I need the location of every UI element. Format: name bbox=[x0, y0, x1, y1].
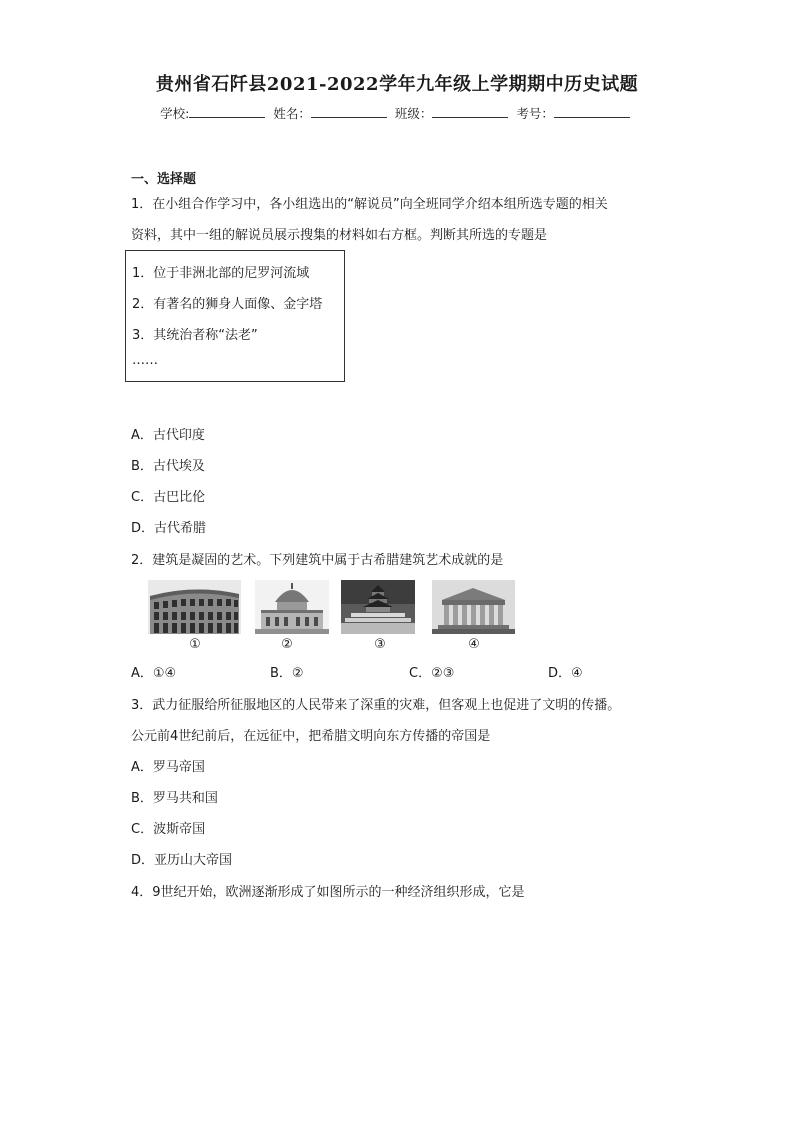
q4-stem: 4．9世纪开始，欧洲逐渐形成了如图所示的一种经济组织形成，它是 bbox=[131, 885, 525, 900]
exam-number-blank bbox=[554, 105, 630, 118]
q3-option-d[interactable]: D．亚历山大帝国 bbox=[131, 853, 233, 868]
school-label: 学校: bbox=[160, 106, 190, 121]
picture-number-3: ③ bbox=[374, 637, 386, 652]
q1-option-b[interactable]: B．古代埃及 bbox=[131, 459, 205, 474]
student-info-line bbox=[0, 104, 794, 122]
q1-stem-line1: 1．在小组合作学习中，各小组选出的“解说员”向全班同学介绍本组所选专题的相关 bbox=[131, 197, 608, 212]
q1-option-d[interactable]: D．古代希腊 bbox=[131, 521, 207, 536]
q2-stem: 2．建筑是凝固的艺术。下列建筑中属于古希腊建筑艺术成就的是 bbox=[131, 553, 504, 568]
q1-box-line: 1．位于非洲北部的尼罗河流域 bbox=[132, 266, 310, 281]
q2-option-a[interactable]: A．①④ bbox=[131, 666, 177, 681]
section-title: 一、选择题 bbox=[131, 172, 197, 187]
q1-box-line: …… bbox=[132, 353, 158, 368]
q2-option-b[interactable]: B．② bbox=[270, 666, 304, 681]
q3-option-c[interactable]: C．波斯帝国 bbox=[131, 822, 206, 837]
school-blank bbox=[189, 105, 265, 118]
temple-of-heaven-image bbox=[341, 580, 415, 634]
name-label: 姓名： bbox=[273, 106, 311, 121]
q1-option-a[interactable]: A．古代印度 bbox=[131, 428, 205, 443]
class-blank bbox=[432, 105, 508, 118]
q3-stem-line1: 3．武力征服给所征服地区的人民带来了深重的灾难，但客观上也促进了文明的传播。 bbox=[131, 698, 621, 713]
parthenon-image bbox=[432, 580, 515, 634]
q1-stem-line2: 资料，其中一组的解说员展示搜集的材料如右方框。判断其所选的专题是 bbox=[131, 228, 548, 243]
exam-number-label: 考号： bbox=[516, 106, 554, 121]
picture-number-1: ① bbox=[189, 637, 201, 652]
q1-material-box bbox=[125, 250, 345, 382]
class-label: 班级： bbox=[394, 106, 433, 121]
q3-option-a[interactable]: A．罗马帝国 bbox=[131, 760, 205, 775]
q3-option-b[interactable]: B．罗马共和国 bbox=[131, 791, 218, 806]
q1-box-line: 3．其统治者称“法老” bbox=[132, 328, 258, 343]
q2-option-d[interactable]: D．④ bbox=[548, 666, 583, 681]
picture-number-2: ② bbox=[281, 637, 293, 652]
dome-of-the-rock-image bbox=[255, 580, 329, 634]
picture-number-4: ④ bbox=[468, 637, 480, 652]
name-blank bbox=[311, 105, 387, 118]
q1-option-c[interactable]: C．古巴比伦 bbox=[131, 490, 206, 505]
colosseum-image bbox=[148, 580, 241, 634]
q3-stem-line2: 公元前4世纪前后，在远征中，把希腊文明向东方传播的帝国是 bbox=[131, 729, 491, 744]
exam-title: 贵州省石阡县2021-2022学年九年级上学期期中历史试题 bbox=[155, 74, 639, 95]
q1-box-line: 2．有著名的狮身人面像、金字塔 bbox=[132, 297, 323, 312]
q2-option-c[interactable]: C．②③ bbox=[409, 666, 455, 681]
